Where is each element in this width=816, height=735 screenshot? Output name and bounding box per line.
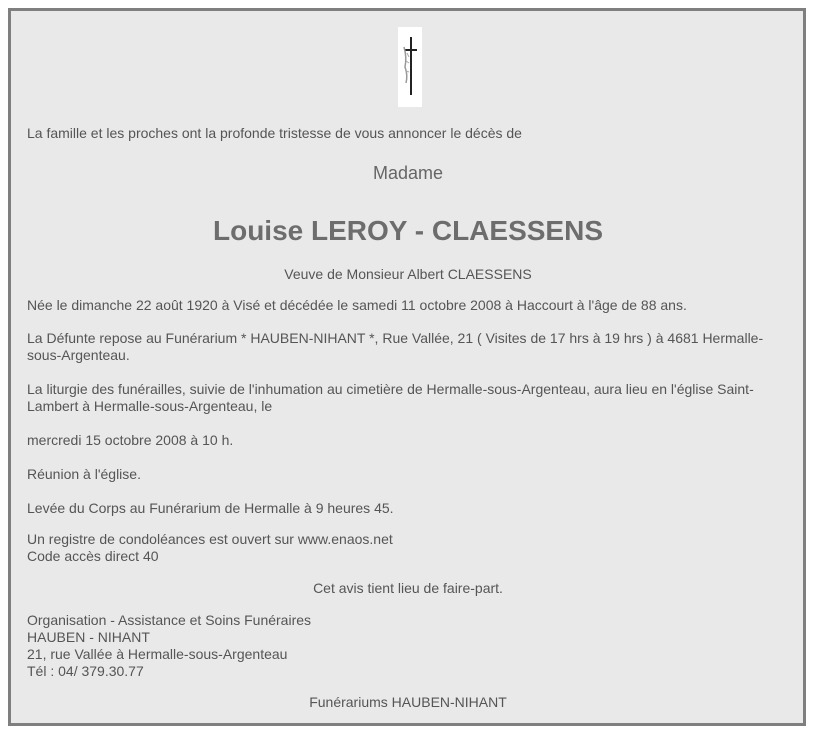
intro-text: La famille et les proches ont la profonde tristesse de vous annoncer le décès de: [27, 125, 522, 141]
ceremony-date: mercredi 15 octobre 2008 à 10 h.: [27, 432, 234, 448]
levee-text: Levée du Corps au Funérarium de Hermalle à 9 heures 45.: [27, 500, 394, 516]
birth-death-text: Née le dimanche 22 août 1920 à Visé et décédée le samedi 11 octobre 2008 à Haccourt à l'âge de 88 ans.: [27, 297, 687, 313]
cross-icon: [398, 27, 422, 107]
deceased-name: Louise LEROY - CLAESSENS: [213, 215, 603, 246]
organisation-line-3: 21, rue Vallée à Hermalle-sous-Argenteau: [27, 646, 288, 662]
meeting-text: Réunion à l'église.: [27, 466, 141, 482]
footer-text: Funérariums HAUBEN-NIHANT: [309, 694, 507, 710]
obituary-card: [8, 8, 806, 726]
cross-emblem: [398, 27, 422, 107]
registry-line-1: Un registre de condoléances est ouvert sur www.enaos.net: [27, 531, 393, 547]
organisation-line-1: Organisation - Assistance et Soins Funéraires: [27, 612, 312, 628]
salutation: Madame: [372, 163, 444, 183]
organisation-line-4: Tél : 04/ 379.30.77: [27, 663, 144, 679]
repose-text: La Défunte repose au Funérarium * HAUBEN-NIHANT *, Rue Vallée, 21 ( Visites de 17 hrs à 19 hrs ) à 4681 Hermalle-sous-Argenteau.: [27, 330, 764, 363]
organisation-line-2: HAUBEN - NIHANT: [27, 629, 150, 645]
liturgy-text: La liturgie des funérailles, suivie de l'inhumation au cimetière de Hermalle-sous-Argenteau, aura lieu en l'église Saint-Lambert à Hermalle-sous-Argenteau, le: [27, 381, 754, 414]
widow-of: Veuve de Monsieur Albert CLAESSENS: [284, 266, 532, 282]
registry-line-2: Code accès direct 40: [27, 548, 159, 564]
notice-text: Cet avis tient lieu de faire-part.: [313, 580, 503, 596]
